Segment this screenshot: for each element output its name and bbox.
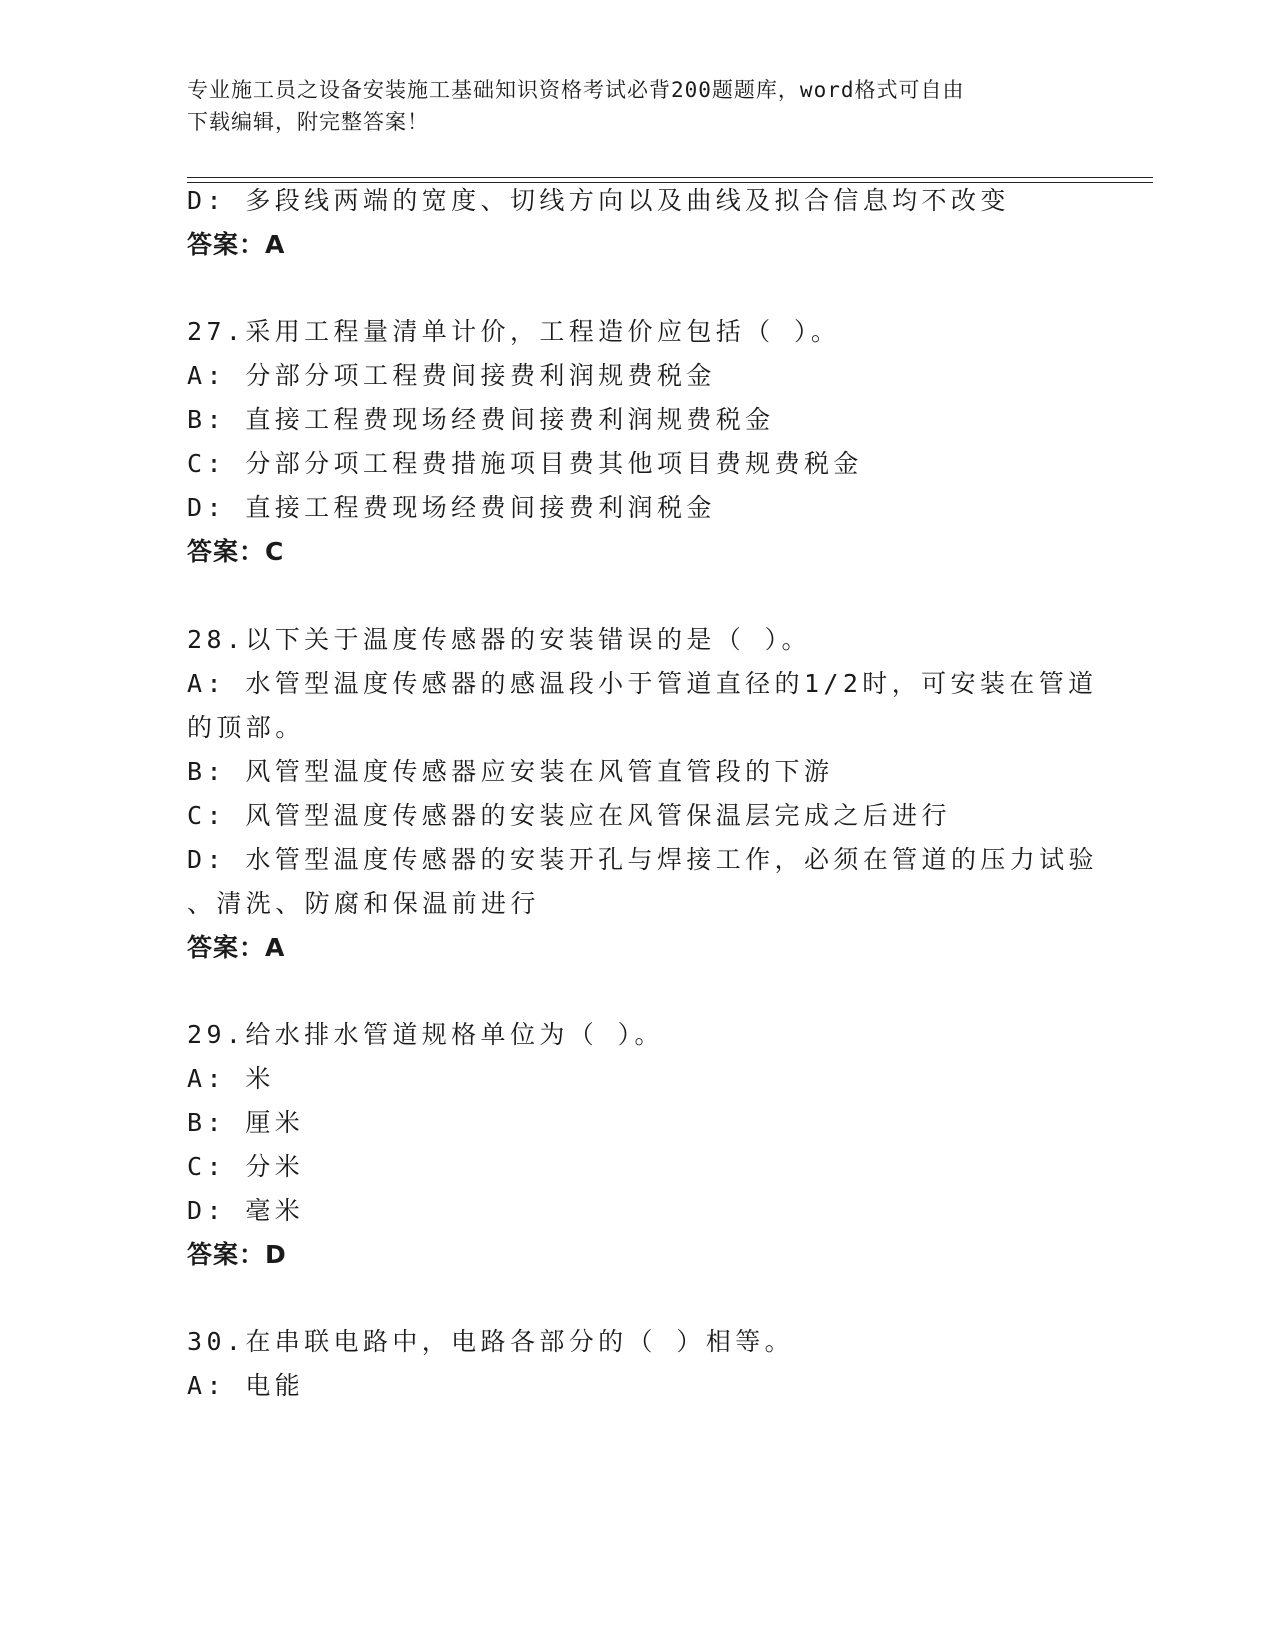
q28-option-c: C: 风管型温度传感器的安装应在风管保温层完成之后进行 [187, 801, 951, 830]
q29-option-a: A: 米 [187, 1064, 275, 1093]
q27-option-b: B: 直接工程费现场经费间接费利润规费税金 [187, 405, 775, 434]
header-line-1: 专业施工员之设备安装施工基础知识资格考试必背200题题库，word格式可自由 [187, 78, 965, 102]
q26-option-d: D: 多段线两端的宽度、切线方向以及曲线及拟合信息均不改变 [187, 186, 1010, 215]
q29-option-d: D: 毫米 [187, 1196, 305, 1225]
q29-option-c: C: 分米 [187, 1152, 305, 1181]
q28-answer: 答案：A [187, 933, 286, 962]
q26-answer: 答案：A [187, 230, 286, 259]
q27-option-c: C: 分部分项工程费措施项目费其他项目费规费税金 [187, 449, 863, 478]
q28-option-b: B: 风管型温度传感器应安装在风管直管段的下游 [187, 757, 834, 786]
q29-answer: 答案：D [187, 1240, 287, 1269]
q30-option-a: A: 电能 [187, 1371, 305, 1400]
q28-option-d-line-2: 、清洗、防腐和保温前进行 [187, 889, 540, 918]
q28-option-a-line-1: A: 水管型温度传感器的感温段小于管道直径的1/2时，可安装在管道 [187, 669, 1098, 698]
q27-option-a: A: 分部分项工程费间接费利润规费税金 [187, 361, 716, 390]
q30-question: 30.在串联电路中，电路各部分的（ ）相等。 [187, 1327, 795, 1356]
q28-option-d-line-1: D: 水管型温度传感器的安装开孔与焊接工作，必须在管道的压力试验 [187, 845, 1098, 874]
document-header [187, 74, 1067, 138]
header-divider-top [187, 177, 1153, 178]
q27-question: 27.采用工程量清单计价，工程造价应包括（ ）。 [187, 317, 841, 346]
q27-answer: 答案：C [187, 537, 285, 566]
q28-question: 28.以下关于温度传感器的安装错误的是（ ）。 [187, 625, 811, 654]
header-line-2: 下载编辑，附完整答案！ [187, 110, 429, 134]
q29-question: 29.给水排水管道规格单位为（ ）。 [187, 1020, 664, 1049]
q27-option-d: D: 直接工程费现场经费间接费利润税金 [187, 493, 716, 522]
q28-option-a-line-2: 的顶部。 [187, 713, 305, 742]
q29-option-b: B: 厘米 [187, 1108, 305, 1137]
